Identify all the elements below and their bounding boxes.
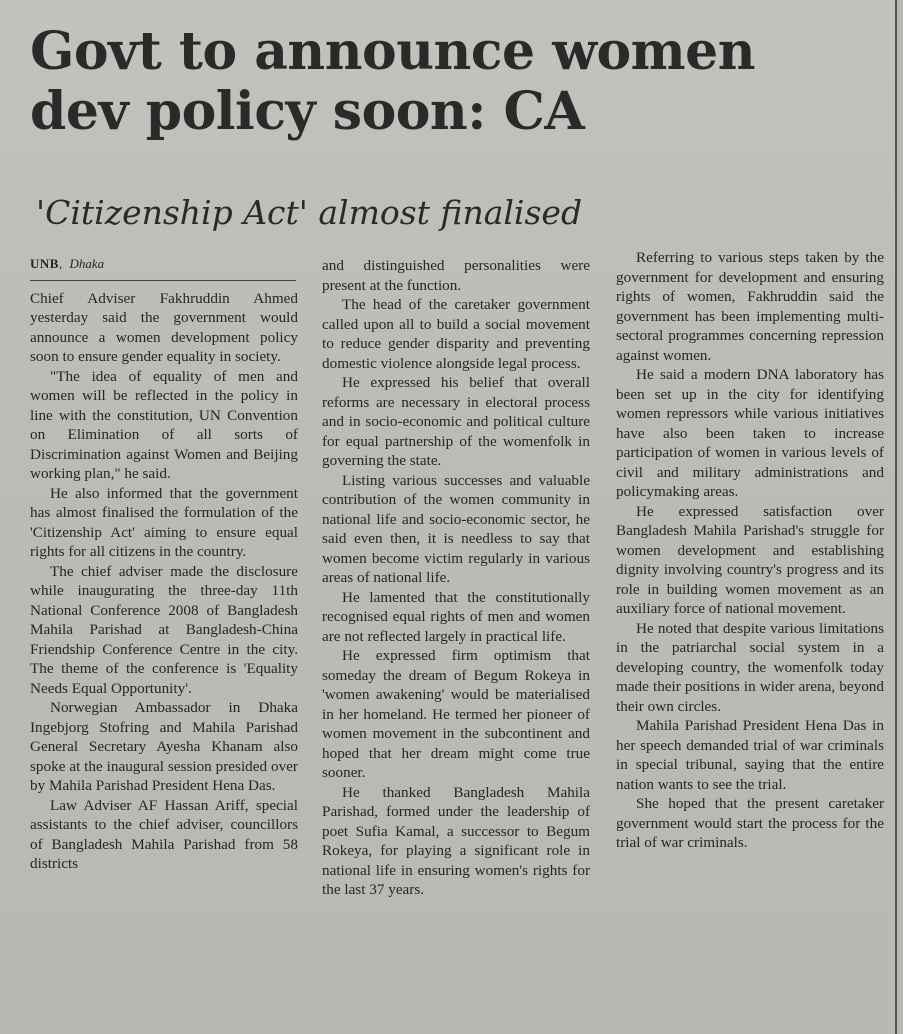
paragraph: Chief Adviser Fakhruddin Ahmed yesterday said the government would announce a women development policy soon to ensure gender equality in society. bbox=[30, 289, 298, 365]
kicker-subheadline: 'Citizenship Act' almost finalised bbox=[36, 193, 583, 232]
paragraph: He expressed firm optimism that someday the dream of Begum Rokeya in 'women awakening' would be materialised in her homeland. He termed her pioneer of women movement in the subcontinent and hoped that her dream might come true sooner. bbox=[322, 647, 590, 781]
paragraph: The head of the caretaker government called upon all to build a social movement to reduce gender disparity and preventing domestic violence alongside legal process. bbox=[322, 296, 590, 372]
paragraph: Referring to various steps taken by the government for development and ensuring rights of women, Fakhruddin said the government has been implementing multi-sectoral programmes concerning repression against women. bbox=[616, 249, 884, 364]
byline: UNB, Dhaka bbox=[30, 254, 296, 281]
paragraph: and distinguished personalities were present at the function. bbox=[322, 257, 590, 294]
article-column-1 bbox=[30, 250, 298, 874]
paragraph: He also informed that the government has almost finalised the formulation of the 'Citizenship Act' aiming to ensure equal rights for all citizens in the country. bbox=[30, 484, 298, 560]
headline-line-2: dev policy soon: CA bbox=[30, 81, 585, 142]
paragraph: He expressed his belief that overall reforms are necessary in electoral process and in socio-economic and political culture for equal partnership of the womenfolk in governing the state. bbox=[322, 374, 590, 469]
article-column-3 bbox=[616, 248, 884, 853]
paragraph: He noted that despite various limitations in the patriarchal social system in a developing country, the womenfolk today made their positions in wider arena, beyond their own circles. bbox=[616, 619, 884, 715]
paragraph: "The idea of equality of men and women will be reflected in the policy in line with the constitution, UN Convention on Elimination of all sorts of Discrimination against Women and Beijing working plan," he said. bbox=[30, 367, 298, 482]
paragraph: He expressed satisfaction over Bangladesh Mahila Parishad's struggle for women development and establishing dignity involving country's progress and its role in building women movement as an auxiliary force of national movement. bbox=[616, 502, 884, 617]
article-column-2 bbox=[322, 256, 590, 900]
headline-line-1: Govt to announce women bbox=[30, 21, 756, 82]
paragraph: She hoped that the present caretaker government would start the process for the trial of war criminals. bbox=[616, 795, 884, 851]
paragraph: Mahila Parishad President Hena Das in her speech demanded trial of war criminals in special tribunal, saying that the entire nation wants to see the trial. bbox=[616, 717, 884, 793]
column-rule bbox=[895, 0, 897, 1034]
byline-agency: UNB bbox=[30, 256, 59, 271]
paragraph: Law Adviser AF Hassan Ariff, special assistants to the chief adviser, councillors of Bangladesh Mahila Parishad from 58 districts bbox=[30, 796, 298, 872]
paragraph: The chief adviser made the disclosure while inaugurating the three-day 11th National Conference 2008 of Bangladesh Mahila Parishad at Bangladesh-China Friendship Conference Centre in the city. The theme of the conference is 'Equality Needs Equal Opportunity'. bbox=[30, 562, 298, 697]
headline bbox=[30, 22, 890, 142]
paragraph: Listing various successes and valuable contribution of the women community in national life and socio-economic sector, he said even then, it is needless to say that women become victim regularly in various areas of national life. bbox=[322, 471, 590, 586]
paragraph: He lamented that the constitutionally recognised equal rights of men and women are not reflected largely in practical life. bbox=[322, 588, 590, 645]
paragraph: Norwegian Ambassador in Dhaka Ingebjorg Stofring and Mahila Parishad General Secretary Ayesha Khanam also spoke at the inaugural session presided over by Mahila Parishad President Hena Das. bbox=[30, 699, 298, 794]
byline-dateline: Dhaka bbox=[69, 256, 105, 271]
paragraph: He thanked Bangladesh Mahila Parishad, formed under the leadership of poet Sufia Kamal, a successor to Begum Rokeya, for playing a significant role in national life in ensuring women's rights for the last 37 years. bbox=[322, 783, 590, 898]
paragraph: He said a modern DNA laboratory has been set up in the city for identifying women repressors while various initiatives have also been taken to increase participation of women in various levels of civil and military administrations and policymaking areas. bbox=[616, 366, 884, 500]
